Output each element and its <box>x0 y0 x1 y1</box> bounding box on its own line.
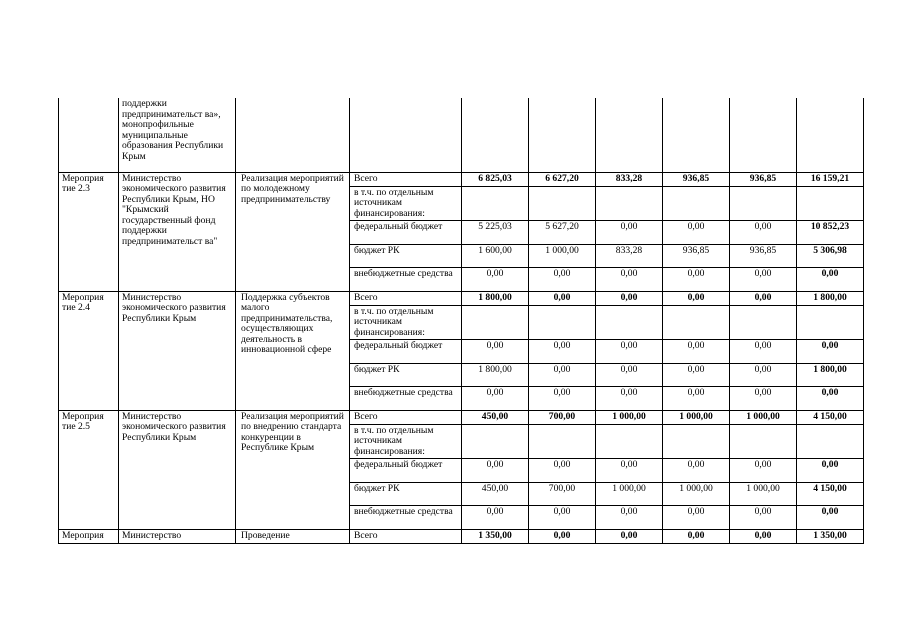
value-cell: 0,00 <box>730 291 797 305</box>
funding-source-cell: бюджет РК <box>350 363 462 386</box>
value-cell <box>663 424 730 458</box>
value-cell: 0,00 <box>730 339 797 363</box>
value-cell <box>596 186 663 220</box>
executor-cell: Министерство <box>119 529 236 543</box>
value-cell <box>462 186 529 220</box>
value-cell: 0,00 <box>730 529 797 543</box>
value-cell <box>462 424 529 458</box>
table-row <box>59 291 864 305</box>
total-cell: 0,00 <box>797 458 864 482</box>
value-cell <box>730 305 797 339</box>
funding-source-cell: Всего <box>350 291 462 305</box>
funding-source-cell: Всего <box>350 410 462 424</box>
value-cell <box>462 98 529 172</box>
value-cell <box>663 98 730 172</box>
value-cell: 1 000,00 <box>730 482 797 505</box>
value-cell: 0,00 <box>596 291 663 305</box>
value-cell: 833,28 <box>596 244 663 267</box>
funding-source-cell: федеральный бюджет <box>350 458 462 482</box>
table-row <box>59 172 864 186</box>
value-cell: 0,00 <box>663 458 730 482</box>
funding-source-cell: Всего <box>350 172 462 186</box>
funding-source-cell: бюджет РК <box>350 244 462 267</box>
value-cell: 0,00 <box>596 363 663 386</box>
value-cell: 1 000,00 <box>529 244 596 267</box>
table-row <box>59 529 864 543</box>
activity-name-cell: Реализация мероприятий по внедрению стандарта конкуренции в Республике Крым <box>236 410 350 529</box>
value-cell: 0,00 <box>663 529 730 543</box>
value-cell: 0,00 <box>730 220 797 244</box>
funding-source-cell: бюджет РК <box>350 482 462 505</box>
value-cell: 0,00 <box>663 291 730 305</box>
value-cell <box>596 305 663 339</box>
funding-source-cell <box>350 98 462 172</box>
activity-label-cell <box>59 98 119 172</box>
funding-source-cell: внебюджетные средства <box>350 386 462 410</box>
funding-source-cell: внебюджетные средства <box>350 505 462 529</box>
total-cell: 0,00 <box>797 505 864 529</box>
value-cell: 0,00 <box>663 386 730 410</box>
budget-table <box>58 98 864 544</box>
executor-cell: Министерство экономического развития Республики Крым <box>119 291 236 410</box>
total-cell: 5 306,98 <box>797 244 864 267</box>
value-cell: 936,85 <box>663 244 730 267</box>
value-cell: 700,00 <box>529 410 596 424</box>
total-cell: 4 150,00 <box>797 482 864 505</box>
value-cell: 0,00 <box>663 220 730 244</box>
executor-cell: поддержки предпринимательст ва», монопрофильные муниципальные образования Республики Крым <box>119 98 236 172</box>
value-cell: 0,00 <box>663 363 730 386</box>
total-cell: 10 852,23 <box>797 220 864 244</box>
value-cell: 0,00 <box>462 386 529 410</box>
value-cell: 0,00 <box>529 505 596 529</box>
activity-name-cell <box>236 98 350 172</box>
value-cell: 936,85 <box>730 172 797 186</box>
value-cell <box>797 98 864 172</box>
value-cell <box>596 424 663 458</box>
total-cell: 1 800,00 <box>797 363 864 386</box>
funding-source-cell: внебюджетные средства <box>350 267 462 291</box>
activity-label-cell: Мероприя тие 2.4 <box>59 291 119 410</box>
value-cell: 1 600,00 <box>462 244 529 267</box>
value-cell: 700,00 <box>529 482 596 505</box>
total-cell <box>797 424 864 458</box>
table-row <box>59 410 864 424</box>
funding-source-cell: Всего <box>350 529 462 543</box>
value-cell: 0,00 <box>663 505 730 529</box>
total-cell <box>797 305 864 339</box>
value-cell: 0,00 <box>730 505 797 529</box>
activity-name-cell: Реализация мероприятий по молодежному предпринимательству <box>236 172 350 291</box>
executor-cell: Министерство экономического развития Республики Крым, НО "Крымский государственный фонд поддержки предпринимательст ва" <box>119 172 236 291</box>
value-cell: 1 800,00 <box>462 291 529 305</box>
value-cell: 0,00 <box>596 386 663 410</box>
value-cell: 6 825,03 <box>462 172 529 186</box>
value-cell: 0,00 <box>730 458 797 482</box>
value-cell <box>663 186 730 220</box>
value-cell: 0,00 <box>663 339 730 363</box>
value-cell <box>730 98 797 172</box>
total-cell: 0,00 <box>797 339 864 363</box>
value-cell: 0,00 <box>529 363 596 386</box>
activity-label-cell: Мероприя <box>59 529 119 543</box>
funding-source-cell: в т.ч. по отдельным источникам финансирования: <box>350 186 462 220</box>
total-cell: 1 350,00 <box>797 529 864 543</box>
value-cell <box>529 186 596 220</box>
value-cell: 1 000,00 <box>663 482 730 505</box>
activity-label-cell: Мероприя тие 2.3 <box>59 172 119 291</box>
value-cell <box>663 305 730 339</box>
funding-source-cell: в т.ч. по отдельным источникам финансирования: <box>350 305 462 339</box>
value-cell: 1 350,00 <box>462 529 529 543</box>
value-cell <box>730 186 797 220</box>
value-cell: 450,00 <box>462 410 529 424</box>
value-cell: 0,00 <box>730 386 797 410</box>
value-cell: 1 000,00 <box>730 410 797 424</box>
value-cell: 0,00 <box>596 267 663 291</box>
value-cell: 0,00 <box>529 386 596 410</box>
total-cell: 0,00 <box>797 386 864 410</box>
value-cell: 1 800,00 <box>462 363 529 386</box>
funding-source-cell: федеральный бюджет <box>350 339 462 363</box>
total-cell: 0,00 <box>797 267 864 291</box>
executor-cell: Министерство экономического развития Республики Крым <box>119 410 236 529</box>
value-cell <box>529 305 596 339</box>
value-cell <box>529 98 596 172</box>
value-cell <box>529 424 596 458</box>
value-cell: 0,00 <box>596 458 663 482</box>
value-cell: 6 627,20 <box>529 172 596 186</box>
value-cell: 0,00 <box>529 267 596 291</box>
total-cell <box>797 186 864 220</box>
value-cell: 0,00 <box>730 267 797 291</box>
value-cell <box>596 98 663 172</box>
value-cell: 0,00 <box>462 505 529 529</box>
activity-label-cell: Мероприя тие 2.5 <box>59 410 119 529</box>
value-cell: 0,00 <box>663 267 730 291</box>
value-cell: 0,00 <box>596 505 663 529</box>
activity-name-cell: Поддержка субъектов малого предпринимательства, осуществляющих деятельность в инновационной сфере <box>236 291 350 410</box>
value-cell: 1 000,00 <box>596 482 663 505</box>
value-cell: 833,28 <box>596 172 663 186</box>
value-cell: 1 000,00 <box>663 410 730 424</box>
total-cell: 1 800,00 <box>797 291 864 305</box>
value-cell <box>730 424 797 458</box>
funding-source-cell: федеральный бюджет <box>350 220 462 244</box>
value-cell: 0,00 <box>462 339 529 363</box>
value-cell <box>462 305 529 339</box>
value-cell: 0,00 <box>596 529 663 543</box>
value-cell: 0,00 <box>529 339 596 363</box>
value-cell: 0,00 <box>730 363 797 386</box>
value-cell: 0,00 <box>462 267 529 291</box>
value-cell: 936,85 <box>730 244 797 267</box>
value-cell: 0,00 <box>529 291 596 305</box>
value-cell: 0,00 <box>596 339 663 363</box>
total-cell: 16 159,21 <box>797 172 864 186</box>
total-cell: 4 150,00 <box>797 410 864 424</box>
value-cell: 5 627,20 <box>529 220 596 244</box>
value-cell: 0,00 <box>596 220 663 244</box>
funding-source-cell: в т.ч. по отдельным источникам финансирования: <box>350 424 462 458</box>
value-cell: 450,00 <box>462 482 529 505</box>
activity-name-cell: Проведение <box>236 529 350 543</box>
value-cell: 1 000,00 <box>596 410 663 424</box>
value-cell: 0,00 <box>462 458 529 482</box>
continuation-row <box>59 98 864 172</box>
value-cell: 5 225,03 <box>462 220 529 244</box>
value-cell: 0,00 <box>529 529 596 543</box>
value-cell: 936,85 <box>663 172 730 186</box>
value-cell: 0,00 <box>529 458 596 482</box>
